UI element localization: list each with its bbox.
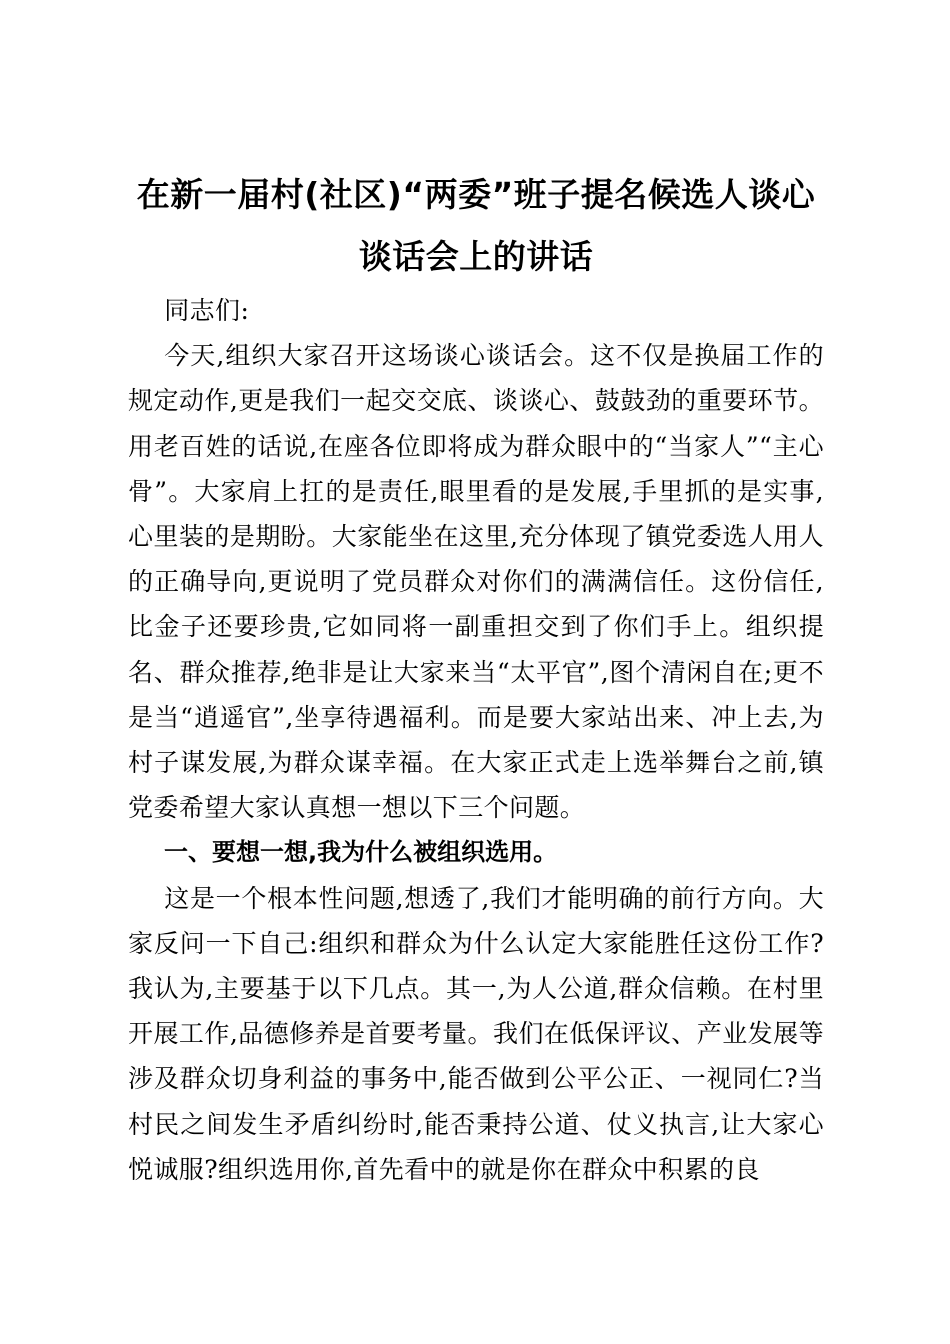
- section-1-paragraph: 这是一个根本性问题,想透了,我们才能明确的前行方向。大家反问一下自己:组织和群众为什么认定大家能胜任这份工作?我认为,主要基于以下几点。其一,为人公道,群众信赖。在村里开展工作,品德修养是首要考量。我们在低保评议、产业发展等涉及群众切身利益的事务中,能否做到公平公正、一视同仁?当村民之间发生矛盾纠纷时,能否秉持公道、仗义执言,让大家心悦诚服?组织选用你,首先看中的就是你在群众中积累的良: [128, 883, 824, 1184]
- document-page: [128, 164, 824, 1192]
- document-title: 在新一届村(社区)“两委”班子提名候选人谈心谈话会上的讲话: [136, 175, 816, 276]
- section-heading-1: 一、要想一想,我为什么被组织选用。: [164, 838, 558, 867]
- opening-paragraph: 今天,组织大家召开这场谈心谈话会。这不仅是换届工作的规定动作,更是我们一起交交底、谈谈心、鼓鼓劲的重要环节。用老百姓的话说,在座各位即将成为群众眼中的“当家人”“主心骨”。大家肩上扛的是责任,眼里看的是发展,手里抓的是实事,心里装的是期盼。大家能坐在这里,充分体现了镇党委选人用人的正确导向,更说明了党员群众对你们的满满信任。这份信任,比金子还要珍贵,它如同将一副重担交到了你们手上。组织提名、群众推荐,绝非是让大家来当“太平官”,图个清闲自在;更不是当“逍遥官”,坐享待遇福利。而是要大家站出来、冲上去,为村子谋发展,为群众谋幸福。在大家正式走上选举舞台之前,镇党委希望大家认真想一想以下三个问题。: [128, 341, 824, 823]
- salutation: 同志们:: [164, 296, 250, 325]
